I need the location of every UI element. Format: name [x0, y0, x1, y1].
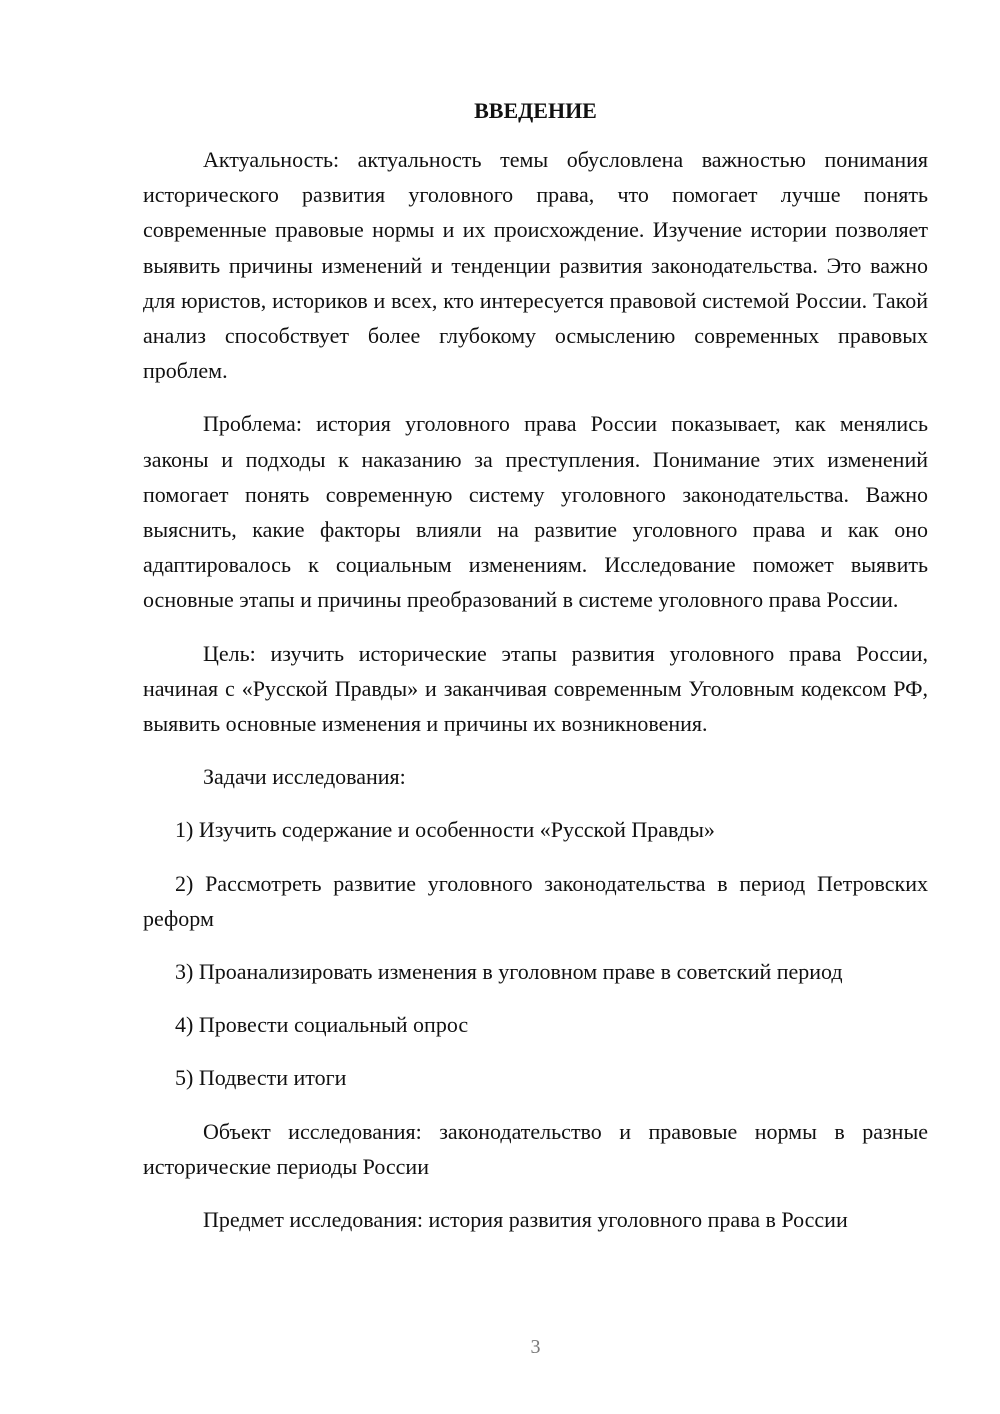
paragraph-goal: Цель: изучить исторические этапы развития уголовного права России, начиная с «Русской Правды» и заканчивая современным Уголовным кодексом РФ, выявить основные изменения и причины их возникновения.	[143, 640, 928, 737]
page-content	[143, 97, 928, 1255]
task-item-1: 1) Изучить содержание и особенности «Русской Правды»	[175, 817, 715, 843]
page-number: 3	[530, 1336, 541, 1358]
page-title: ВВЕДЕНИЕ	[474, 98, 597, 123]
paragraph-research-subject: Предмет исследования: история развития уголовного права в России	[203, 1207, 848, 1233]
task-item-4: 4) Провести социальный опрос	[175, 1012, 469, 1038]
paragraph-tasks-heading: Задачи исследования:	[203, 764, 406, 790]
task-item-5: 5) Подвести итоги	[175, 1065, 347, 1091]
paragraph-research-object: Объект исследования: законодательство и правовые нормы в разные исторические периоды России	[143, 1118, 928, 1179]
task-item-3: 3) Проанализировать изменения в уголовном праве в советский период	[175, 959, 843, 985]
paragraph-relevance: Актуальность: актуальность темы обусловлена важностью понимания исторического развития уголовного права, что помогает лучше понять современные правовые нормы и их происхождение. Изучение истории позволяет выявить причины изменений и тенденции развития законодательства. Это важно для юристов, историков и всех, кто интересуется правовой системой России. Такой анализ способствует более глубокому осмыслению современных правовых проблем.	[143, 147, 928, 384]
task-item-2: 2) Рассмотреть развитие уголовного законодательства в период Петровских реформ	[143, 870, 928, 931]
paragraph-problem: Проблема: история уголовного права России показывает, как менялись законы и подходы к наказанию за преступления. Понимание этих изменений помогает понять современную систему уголовного законодательства. Важно выяснить, какие факторы влияли на развитие уголовного права и как оно адаптировалось к социальным изменениям. Исследование поможет выявить основные этапы и причины преобразований в системе уголовного права России.	[143, 411, 928, 613]
